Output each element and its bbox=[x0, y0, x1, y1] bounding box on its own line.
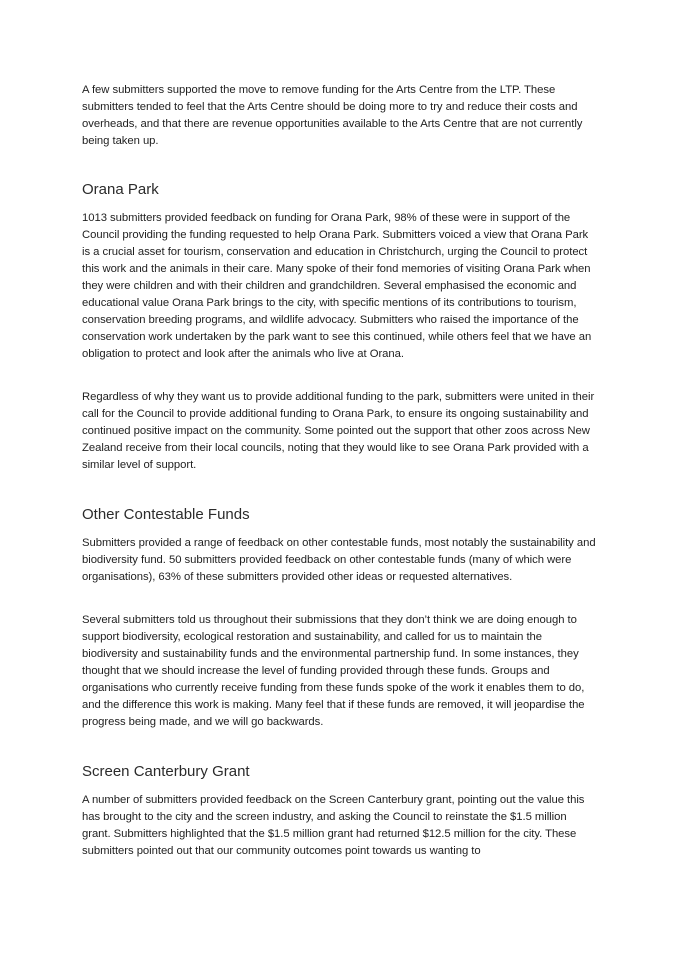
orana-park-paragraph-1: 1013 submitters provided feedback on funding for Orana Park, 98% of these were in support of the Council providing the funding requested to help Orana Park. Submitters voiced a view that Orana Park is a crucial asset for tourism, conservation and education in Christchurch, urging the Council to protect this work and the animals in their care. Many spoke of their fond memories of visiting Orana Park when they were children and with their children and grandchildren. Several emphasised the economic and educational value Orana Park brings to the city, with specific mentions of its contributions to tourism, conservation breeding programs, and wildlife advocacy. Submitters who raised the importance of the conservation work undertaken by the park want to see this continued, while others feel that we have an obligation to protect and look after the animals who live at Orana. bbox=[82, 212, 592, 360]
other-contestable-funds-heading: Other Contestable Funds bbox=[82, 506, 250, 523]
orana-park-heading: Orana Park bbox=[82, 181, 159, 198]
screen-canterbury-paragraph-1: A number of submitters provided feedback on the Screen Canterbury grant, pointing out the value this has brought to the city and the screen industry, and asking the Council to reinstate the $1.5 million grant. Submitters highlighted that the $1.5 million grant had returned $12.5 million for the city. These submitters pointed out that our community outcomes point towards us wanting to bbox=[82, 794, 585, 857]
arts-centre-paragraph: A few submitters supported the move to remove funding for the Arts Centre from the LTP. These submitters tended to feel that the Arts Centre should be doing more to try and reduce their costs and overheads, and that there are revenue opportunities available to the Arts Centre that are not currently being taken up. bbox=[82, 84, 583, 147]
orana-park-paragraph-2: Regardless of why they want us to provide additional funding to the park, submitters were united in their call for the Council to provide additional funding to Orana Park, to ensure its ongoing sustainability and continued positive impact on the community. Some pointed out the support that other zoos across New Zealand receive from their local councils, noting that they would like to see Orana Park provided with a similar level of support. bbox=[82, 391, 595, 471]
other-contestable-funds-paragraph-2: Several submitters told us throughout their submissions that they don’t think we are doing enough to support biodiversity, ecological restoration and sustainability, and called for us to maintain the biodiversity and sustainability funds and the environmental partnership fund. In some instances, they thought that we should increase the level of funding provided through these funds. Groups and organisations who currently receive funding from these funds spoke of the work it enables them to do, and the difference this work is making. Many feel that if these funds are removed, it will jeopardise the progress being made, and we will go backwards. bbox=[82, 614, 585, 728]
screen-canterbury-heading: Screen Canterbury Grant bbox=[82, 763, 250, 780]
other-contestable-funds-paragraph-1: Submitters provided a range of feedback on other contestable funds, most notably the sustainability and biodiversity fund. 50 submitters provided feedback on other contestable funds (many of which were organisations), 63% of these submitters provided other ideas or requested alternatives. bbox=[82, 537, 596, 583]
